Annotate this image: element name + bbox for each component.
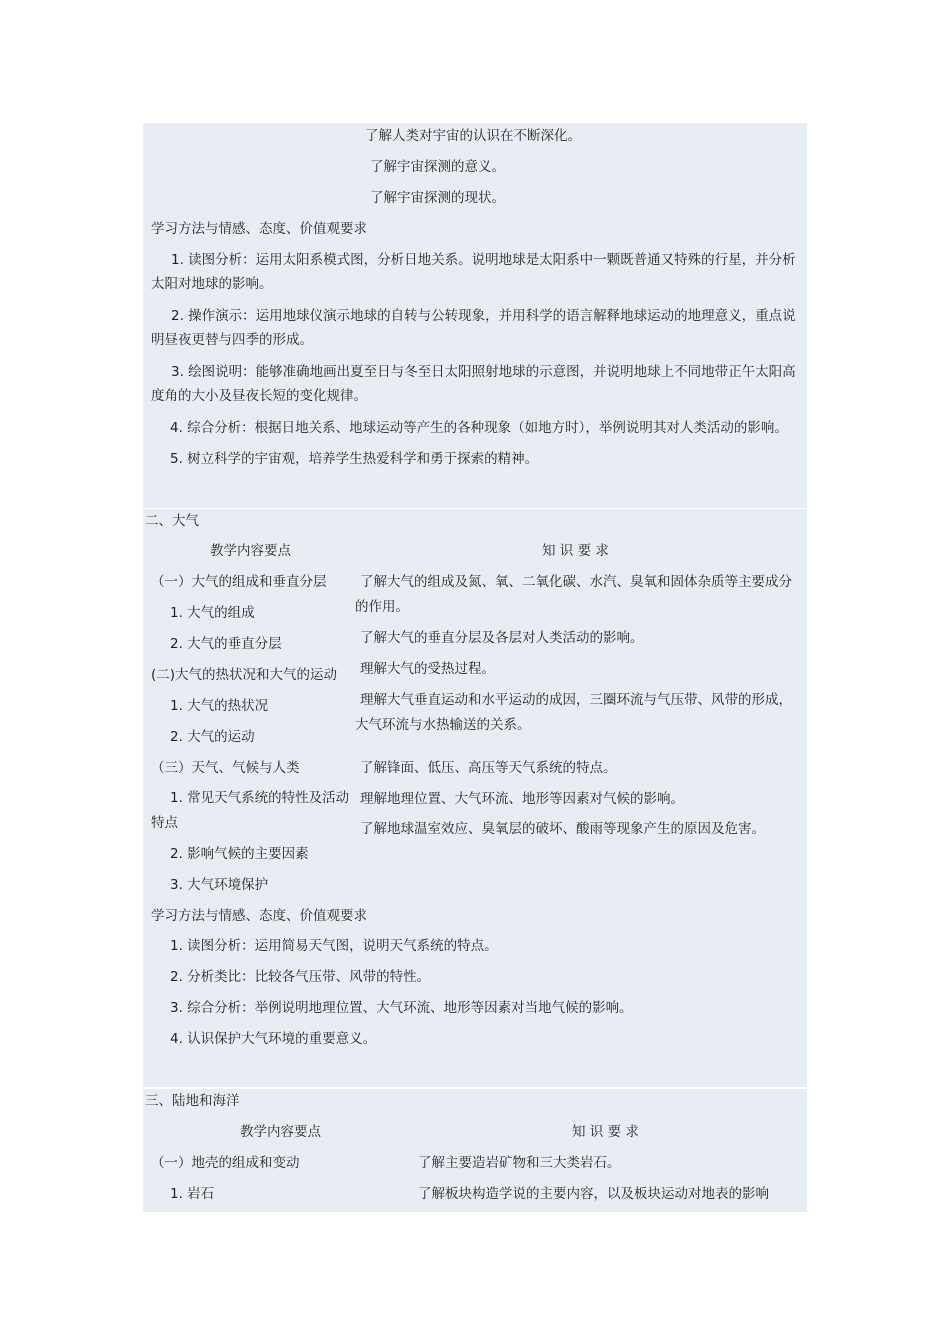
centered-line: 了解宇宙探测的意义。	[370, 159, 505, 175]
knowledge-requirement: 了解地球温室效应、臭氧层的破坏、酸雨等现象产生的原因及危害。	[360, 821, 765, 837]
method-title: 学习方法与情感、态度、价值观要求	[151, 908, 367, 924]
column-header-content: 教学内容要点	[240, 1124, 321, 1140]
method-item: 1. 读图分析：运用太阳系模式图，分析日地关系。说明地球是太阳系中一颗既普通又特殊的行星，并分析太阳对地球的影响。	[151, 252, 796, 292]
content-point: 2. 大气的运动	[170, 729, 255, 745]
column-header-content: 教学内容要点	[210, 543, 291, 559]
method-item: 3. 绘图说明：能够准确地画出夏至日与冬至日太阳照射地球的示意图，并说明地球上不同地带正午太阳高度角的大小及昼夜长短的变化规律。	[151, 364, 796, 404]
method-title: 学习方法与情感、态度、价值观要求	[151, 221, 367, 237]
knowledge-requirement: 了解锋面、低压、高压等天气系统的特点。	[360, 760, 617, 776]
content-point: 2. 影响气候的主要因素	[170, 846, 309, 862]
centered-line: 了解宇宙探测的现状。	[370, 190, 505, 206]
knowledge-requirement: 了解板块构造学说的主要内容，以及板块运动对地表的影响	[418, 1186, 769, 1202]
content-point: 1. 岩石	[170, 1186, 215, 1202]
content-point: 3. 大气环境保护	[170, 877, 269, 893]
method-item: 4. 综合分析：根据日地关系、地球运动等产生的各种现象（如地方时），举例说明其对人类活动的影响。	[170, 420, 788, 436]
column-header-requirements: 知 识 要 求	[572, 1124, 639, 1140]
content-point: 2. 大气的垂直分层	[170, 636, 282, 652]
content-point: 1. 常见天气系统的特性及活动特点	[151, 790, 350, 831]
section-title: 二、大气	[145, 513, 199, 529]
content-point: 1. 大气的组成	[170, 605, 255, 621]
method-item: 3. 综合分析：举例说明地理位置、大气环流、地形等因素对当地气候的影响。	[170, 1000, 633, 1016]
knowledge-requirement: 了解主要造岩矿物和三大类岩石。	[418, 1155, 621, 1171]
content-point: 1. 大气的热状况	[170, 698, 269, 714]
knowledge-requirement: 理解地理位置、大气环流、地形等因素对气候的影响。	[360, 791, 684, 807]
method-item: 4. 认识保护大气环境的重要意义。	[170, 1031, 377, 1047]
column-header-requirements: 知 识 要 求	[542, 543, 609, 559]
knowledge-requirement: 理解大气的受热过程。	[360, 661, 495, 677]
method-item: 2. 操作演示：运用地球仪演示地球的自转与公转现象，并用科学的语言解释地球运动的地理意义，重点说明昼夜更替与四季的形成。	[151, 308, 796, 348]
knowledge-requirement: 了解大气的组成及氮、氧、二氧化碳、水汽、臭氧和固体杂质等主要成分的作用。	[355, 574, 792, 615]
centered-line: 了解人类对宇宙的认识在不断深化。	[365, 128, 581, 144]
section-title: 三、陆地和海洋	[145, 1093, 240, 1109]
content-point: （三）天气、气候与人类	[151, 760, 300, 776]
method-item: 5. 树立科学的宇宙观，培养学生热爱科学和勇于探索的精神。	[170, 451, 539, 467]
knowledge-requirement: 理解大气垂直运动和水平运动的成因，三圈环流与气压带、风带的形成，大气环流与水热输送的关系。	[355, 692, 792, 733]
method-item: 1. 读图分析：运用简易天气图，说明天气系统的特点。	[170, 938, 498, 954]
knowledge-requirement: 了解大气的垂直分层及各层对人类活动的影响。	[360, 630, 644, 646]
method-item: 2. 分析类比：比较各气压带、风带的特性。	[170, 969, 431, 985]
content-point: （一）大气的组成和垂直分层	[151, 574, 327, 590]
content-point: （一）地壳的组成和变动	[151, 1155, 300, 1171]
content-point: (二)大气的热状况和大气的运动	[151, 667, 338, 683]
